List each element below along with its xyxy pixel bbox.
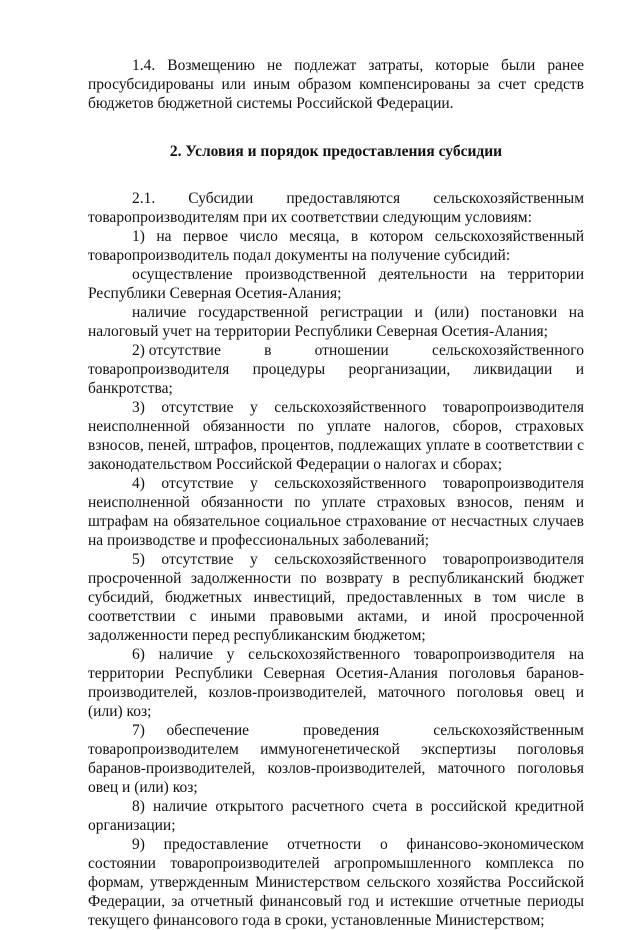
condition-2-continuation: товаропроизводителя процедуры реорганизации, ликвидации и банкротства; (88, 361, 584, 397)
condition-2 (88, 341, 584, 398)
condition-1-a: осуществление производственной деятельности на территории Республики Северная Осетия-Алания; (88, 266, 584, 302)
condition-1-b: наличие государственной регистрации и (или) постановки на налоговый учет на территории Республики Северная Осетия-Алания; (88, 304, 584, 340)
paragraph-1-4: 1.4. Возмещению не подлежат затраты, которые были ранее просубсидированы или иным образом компенсированы за счет средств бюджетов бюджетной системы Российской Федерации. (88, 57, 584, 112)
condition-8: 8) наличие открытого расчетного счета в российской кредитной организации; (88, 798, 584, 834)
condition-2-word: 2) отсутствие (132, 342, 221, 359)
condition-7-word: 7) (132, 722, 145, 739)
p2-1-continuation: товаропроизводителям при их соответствии следующим условиям: (88, 209, 532, 226)
paragraph-2-1 (88, 189, 584, 227)
condition-7-word: обеспечение (166, 722, 250, 739)
p2-1-word: сельскохозяйственным (433, 190, 585, 207)
section-heading: 2. Условия и порядок предоставления субсидии (169, 143, 503, 160)
p2-1-word: 2.1. (132, 190, 156, 207)
condition-5: 5) отсутствие у сельскохозяйственного товаропроизводителя просроченной задолженности по возврату в республиканский бюджет субсидий, бюджетных инвестиций, предоставленных в том числе в соответствии с иными правовыми актами, и иной просроченной задолженности перед республиканским бюджетом; (88, 551, 584, 644)
condition-3: 3) отсутствие у сельскохозяйственного товаропроизводителя неисполненной обязанности по уплате налогов, сборов, страховых взносов, пеней, штрафов, процентов, подлежащих уплате в соответствии с законодательством Российской Федерации о налогах и сборах; (88, 399, 584, 473)
p2-1-word: Субсидии (188, 190, 254, 207)
condition-4: 4) отсутствие у сельскохозяйственного товаропроизводителя неисполненной обязанности по уплате страховых взносов, пеням и штрафам на обязательное социальное страхование от несчастных случаев на производстве и профессиональных заболеваний; (88, 475, 584, 549)
condition-7-word: проведения (303, 722, 380, 739)
condition-7-word: сельскохозяйственным (433, 722, 584, 739)
condition-2-word: в (264, 342, 272, 359)
p2-1-word: предоставляются (286, 190, 401, 207)
condition-2-word: сельскохозяйственного (431, 342, 584, 359)
condition-9: 9) предоставление отчетности о финансово-экономическом состоянии товаропроизводителей агропромышленного комплекса по формам, утвержденным Министерством сельского хозяйства Российской Федерации, за отчетный финансовый год и истекшие отчетные периоды текущего финансового года в сроки, установленные Министерством; (88, 836, 584, 929)
condition-2-word: отношении (314, 342, 389, 359)
condition-6: 6) наличие у сельскохозяйственного товаропроизводителя на территории Республики Северная Осетия-Алания поголовья баранов-производителей, козлов-производителей, маточного поголовья овец и (или) коз; (88, 646, 584, 720)
condition-7-continuation: товаропроизводителем иммуногенетической экспертизы поголовья баранов-производителей, козлов-производителей, маточного поголовья овец и (или) коз; (88, 741, 584, 796)
condition-1: 1) на первое число месяца, в котором сельскохозяйственный товаропроизводитель подал документы на получение субсидий: (88, 228, 584, 264)
condition-7 (88, 721, 584, 797)
